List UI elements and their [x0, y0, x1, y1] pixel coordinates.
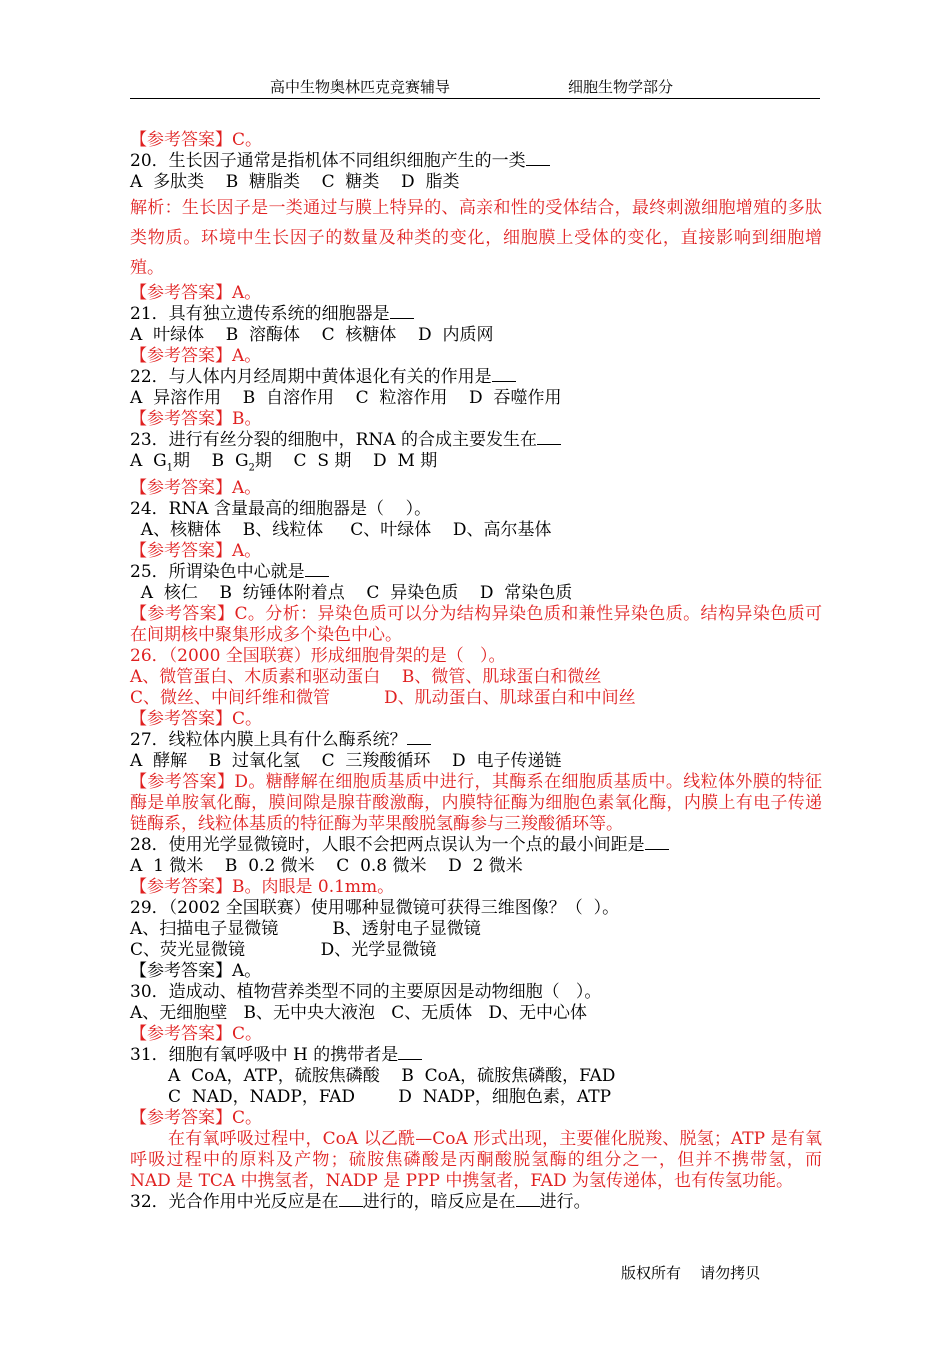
answer-23: 【参考答案】A。 — [130, 478, 262, 499]
question-22: 22．与人体内月经周期中黄体退化有关的作用是 — [130, 367, 822, 388]
answer-26: 【参考答案】C。 — [130, 709, 263, 730]
fill-blank — [526, 151, 550, 166]
question-26: 26．（2000 全国联赛）形成细胞骨架的是（ ）。 — [130, 646, 506, 667]
options-21: A 叶绿体 B 溶酶体 C 核糖体 D 内质网 — [130, 325, 494, 345]
fill-blank — [305, 562, 329, 577]
answer-31: 【参考答案】C。 — [130, 1108, 263, 1129]
question-30: 30．造成动、植物营养类型不同的主要原因是动物细胞（ ）。 — [130, 982, 602, 1003]
document-body — [130, 130, 822, 1213]
fill-blank — [645, 835, 669, 850]
fill-blank — [407, 730, 431, 745]
answer-19: 【参考答案】C。 — [130, 130, 263, 150]
options-20: A 多肽类 B 糖脂类 C 糖类 D 脂类 — [130, 172, 460, 192]
fill-blank — [537, 430, 561, 445]
options-23: A $G_1$期 B $G_2$期 C S 期 D M 期 — [130, 451, 438, 474]
options-27: A 酵解 B 过氧化氢 C 三羧酸循环 D 电子传递链 — [130, 751, 562, 772]
header-title: 高中生物奥林匹克竞赛辅导 — [270, 78, 451, 96]
question-25: 25．所谓染色中心就是 — [130, 562, 822, 583]
options-31-cd: C NAD，NADP，FAD D NADP，细胞色素，ATP — [168, 1087, 612, 1108]
question-32: 32．光合作用中光反应是在 进行的，暗反应是在 进行。 — [130, 1192, 591, 1213]
question-20: 20．生长因子通常是指机体不同组织细胞产生的一类 — [130, 151, 822, 172]
answer-21: 【参考答案】A。 — [130, 346, 262, 366]
answer-28: 【参考答案】B。肉眼是 0.1mm。 — [130, 877, 395, 898]
question-21: 21．具有独立遗传系统的细胞器是 — [130, 304, 822, 325]
question-28: 28．使用光学显微镜时，人眼不会把两点误认为一个点的最小间距是 — [130, 835, 822, 856]
question-27: 27．线粒体内膜上具有什么酶系统？ — [130, 730, 822, 751]
answer-20: 【参考答案】A。 — [130, 283, 262, 303]
header-section: 细胞生物学部分 — [568, 78, 674, 96]
options-29-cd: C、荧光显微镜 D、光学显微镜 — [130, 940, 437, 961]
question-31: 31．细胞有氧呼吸中 H 的携带者是 — [130, 1045, 822, 1066]
fill-blank — [398, 1045, 422, 1060]
answer-25: 【参考答案】C。分析：异染色质可以分为结构异染色质和兼性异染色质。结构异染色质可在间期核中聚集形成多个染色中心。 — [130, 604, 822, 646]
options-26-ab: A、微管蛋白、木质素和驱动蛋白 B、微管、肌球蛋白和微丝 — [130, 667, 602, 688]
options-29-ab: A、扫描电子显微镜 B、透射电子显微镜 — [130, 919, 481, 940]
fill-blank — [492, 367, 516, 382]
options-31-ab: A CoA，ATP，硫胺焦磷酸 B CoA，硫胺焦磷酸，FAD — [168, 1066, 616, 1087]
fill-blank — [339, 1192, 363, 1207]
answer-29: 【参考答案】A。 — [130, 961, 262, 982]
question-29: 29．（2002 全国联赛）使用哪种显微镜可获得三维图像？（ ）。 — [130, 898, 620, 919]
answer-22: 【参考答案】B。 — [130, 409, 262, 429]
options-28: A 1 微米 B 0.2 微米 C 0.8 微米 D 2 微米 — [130, 856, 523, 877]
options-24: A、核糖体 B、线粒体 C、叶绿体 D、高尔基体 — [130, 520, 552, 541]
options-30: A、无细胞壁 B、无中央大液泡 C、无质体 D、无中心体 — [130, 1003, 588, 1024]
fill-blank — [516, 1192, 540, 1207]
options-22: A 异溶作用 B 自溶作用 C 粒溶作用 D 吞噬作用 — [130, 388, 562, 408]
page-header — [130, 76, 820, 99]
answer-24: 【参考答案】A。 — [130, 541, 262, 562]
explanation-20: 解析：生长因子是一类通过与膜上特异的、高亲和性的受体结合，最终刺激细胞增殖的多肽类物质。环境中生长因子的数量及种类的变化，细胞膜上受体的变化，直接影响到细胞增殖。 — [130, 198, 822, 278]
question-24: 24．RNA 含量最高的细胞器是（ ）。 — [130, 499, 432, 520]
fill-blank — [390, 304, 414, 319]
question-23: 23．进行有丝分裂的细胞中，RNA 的合成主要发生在 — [130, 430, 822, 451]
options-25: A 核仁 B 纺锤体附着点 C 异染色质 D 常染色质 — [130, 583, 573, 604]
answer-27: 【参考答案】D。糖酵解在细胞质基质中进行，其酶系在细胞质基质中。线粒体外膜的特征酶是单胺氧化酶，膜间隙是腺苷酸激酶，内膜特征酶为细胞色素氧化酶，内膜上有电子传递链酶系，线粒体基质的特征酶为苹果酸脱氢酶参与三羧酸循环等。 — [130, 772, 822, 835]
answer-30: 【参考答案】C。 — [130, 1024, 263, 1045]
options-26-cd: C、微丝、中间纤维和微管 D、肌动蛋白、肌球蛋白和中间丝 — [130, 688, 636, 709]
explanation-31: 在有氧呼吸过程中，CoA 以乙酰—CoA 形式出现，主要催化脱羧、脱氢；ATP 是有氧呼吸过程中的原料及产物；硫胺焦磷酸是丙酮酸脱氢酶的组分之一，但并不携带氢，而 NAD 是 TCA 中携氢者，NADP 是 PPP 中携氢者，FAD 为氢传递体，也有传氢功能。 — [130, 1129, 822, 1192]
page-footer: 版权所有 请勿拷贝 — [621, 1264, 761, 1282]
